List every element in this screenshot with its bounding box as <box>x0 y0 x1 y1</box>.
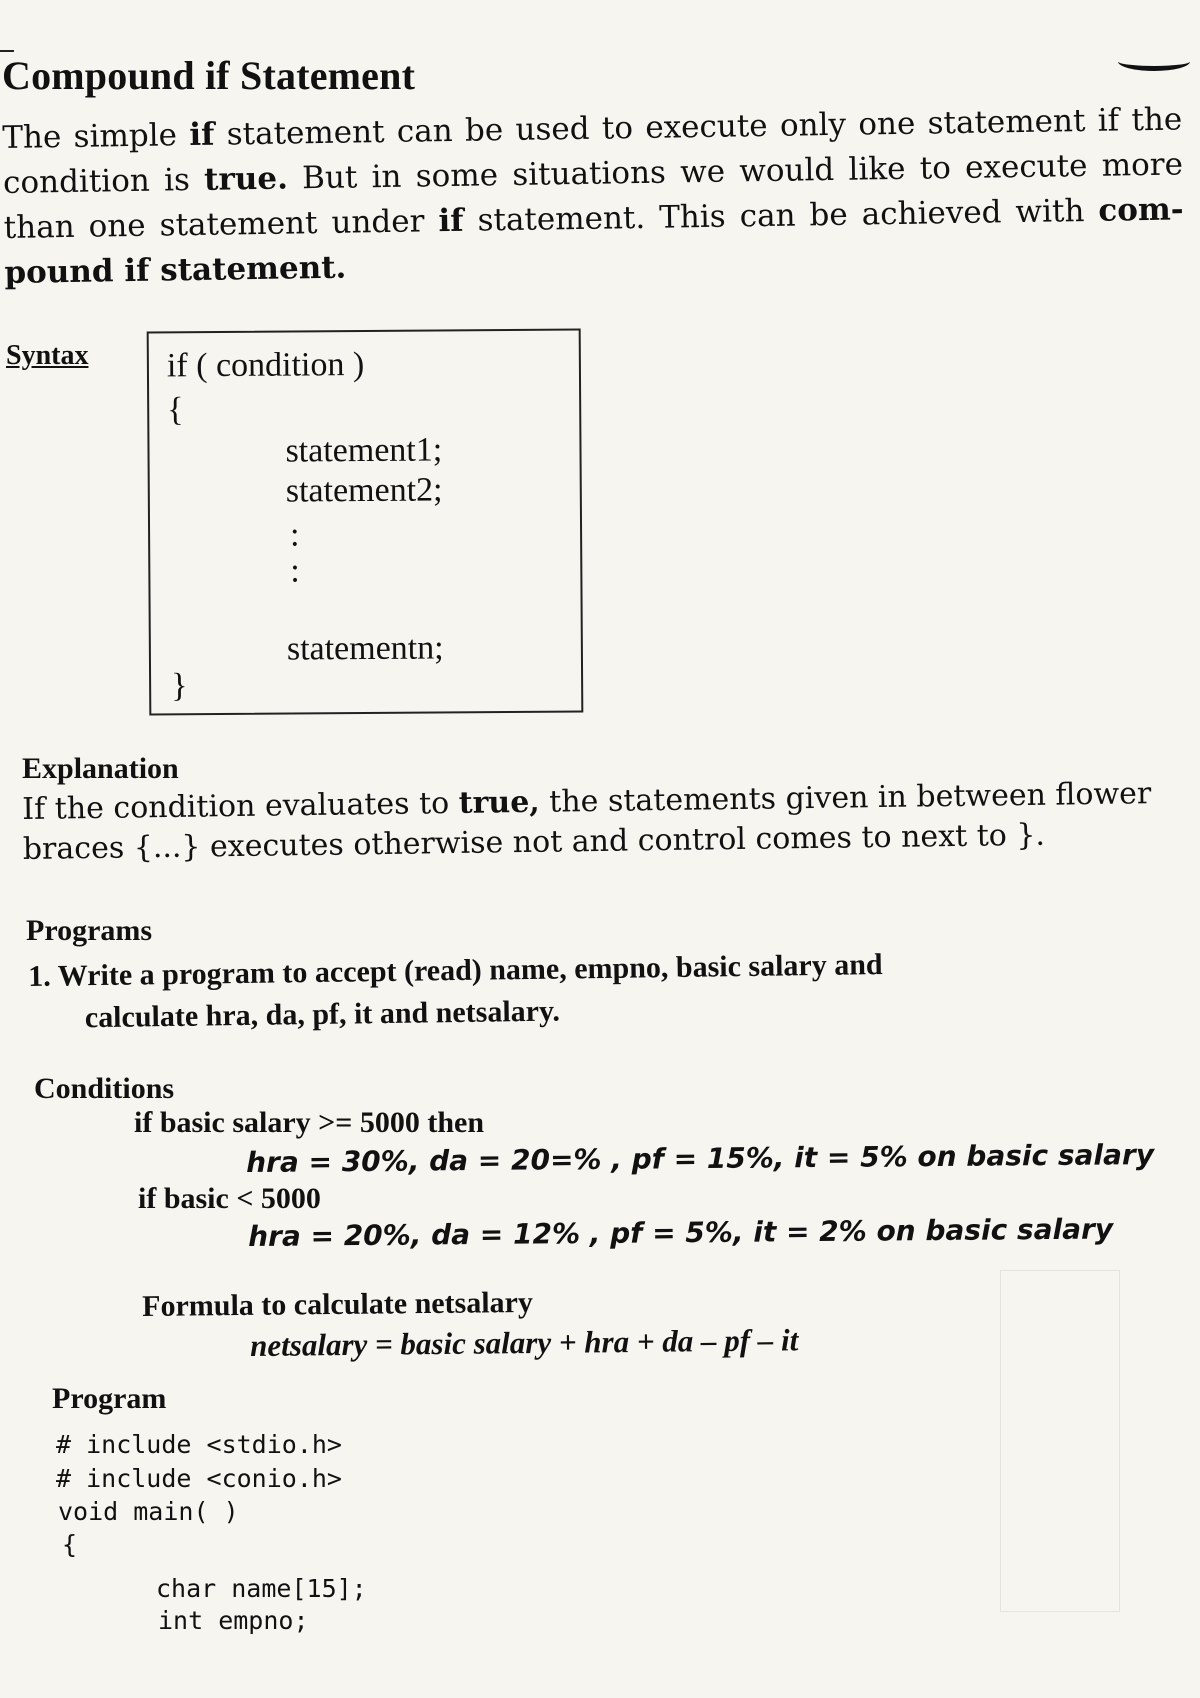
programs-heading: Programs <box>26 914 153 947</box>
syntax-label: Syntax <box>6 340 89 371</box>
condition-1: if basic salary >= 5000 then <box>134 1106 485 1139</box>
keyword-true: true. <box>203 160 289 198</box>
syntax-box <box>147 328 584 715</box>
intro-paragraph <box>2 97 1185 296</box>
section-title: Compound if Statement <box>2 53 416 98</box>
condition-2: if basic < 5000 <box>138 1182 321 1215</box>
keyword-if: if <box>189 116 215 154</box>
condition-2-rates: hra = 20%, da = 12% , pf = 5%, it = 2% on basic salary <box>248 1212 1114 1253</box>
syntax-line: { <box>167 391 184 429</box>
syntax-line: statement1; <box>285 431 443 470</box>
intro-text: But in some situations we would like to execute more than one statement under <box>3 146 1184 246</box>
program-item-text: calculate hra, da, pf, it and netsalary. <box>84 994 561 1035</box>
code-line: int empno; <box>158 1606 309 1635</box>
syntax-line: statement2; <box>285 471 443 510</box>
keyword-true: true, <box>458 784 540 821</box>
code-line: # include <conio.h> <box>56 1464 342 1493</box>
syntax-line: : <box>290 552 300 590</box>
keyword-compound-if: com-pound if statement. <box>4 191 1184 291</box>
code-line: char name[15]; <box>156 1574 367 1603</box>
faint-output-box <box>1000 1270 1120 1612</box>
program-item-1 <box>28 941 1069 1040</box>
program-heading: Program <box>52 1382 167 1415</box>
explanation-text: If the condition evaluates to <box>22 785 459 827</box>
syntax-line: if ( condition ) <box>166 346 365 385</box>
intro-text: statement can be used to execute only one statement if the condition is <box>2 101 1183 201</box>
intro-text: The simple <box>2 117 190 156</box>
conditions-heading: Conditions <box>34 1072 175 1105</box>
formula-heading: Formula to calculate netsalary <box>142 1285 534 1323</box>
condition-1-rates: hra = 30%, da = 20=% , pf = 15%, it = 5% on basic salary <box>246 1138 1155 1179</box>
page-corner-mark <box>1118 52 1190 71</box>
netsalary-formula: netsalary = basic salary + hra + da – pf – it <box>250 1322 799 1363</box>
syntax-line: } <box>171 667 188 705</box>
code-line: { <box>62 1530 78 1559</box>
code-line: # include <stdio.h> <box>56 1430 342 1459</box>
keyword-if: if <box>438 202 464 240</box>
syntax-line: : <box>289 516 300 554</box>
explanation-text: the statements given in between flower braces {...} executes otherwise not and control comes to next to }. <box>22 776 1152 867</box>
explanation-heading: Explanation <box>22 752 179 785</box>
syntax-line: statementn; <box>286 629 444 668</box>
code-line: void main( ) <box>58 1497 239 1526</box>
intro-text: statement. This can be achieved with <box>463 192 1099 239</box>
explanation-paragraph <box>22 774 1153 870</box>
program-item-text: 1. Write a program to accept (read) name, empno, basic salary and <box>28 948 883 993</box>
